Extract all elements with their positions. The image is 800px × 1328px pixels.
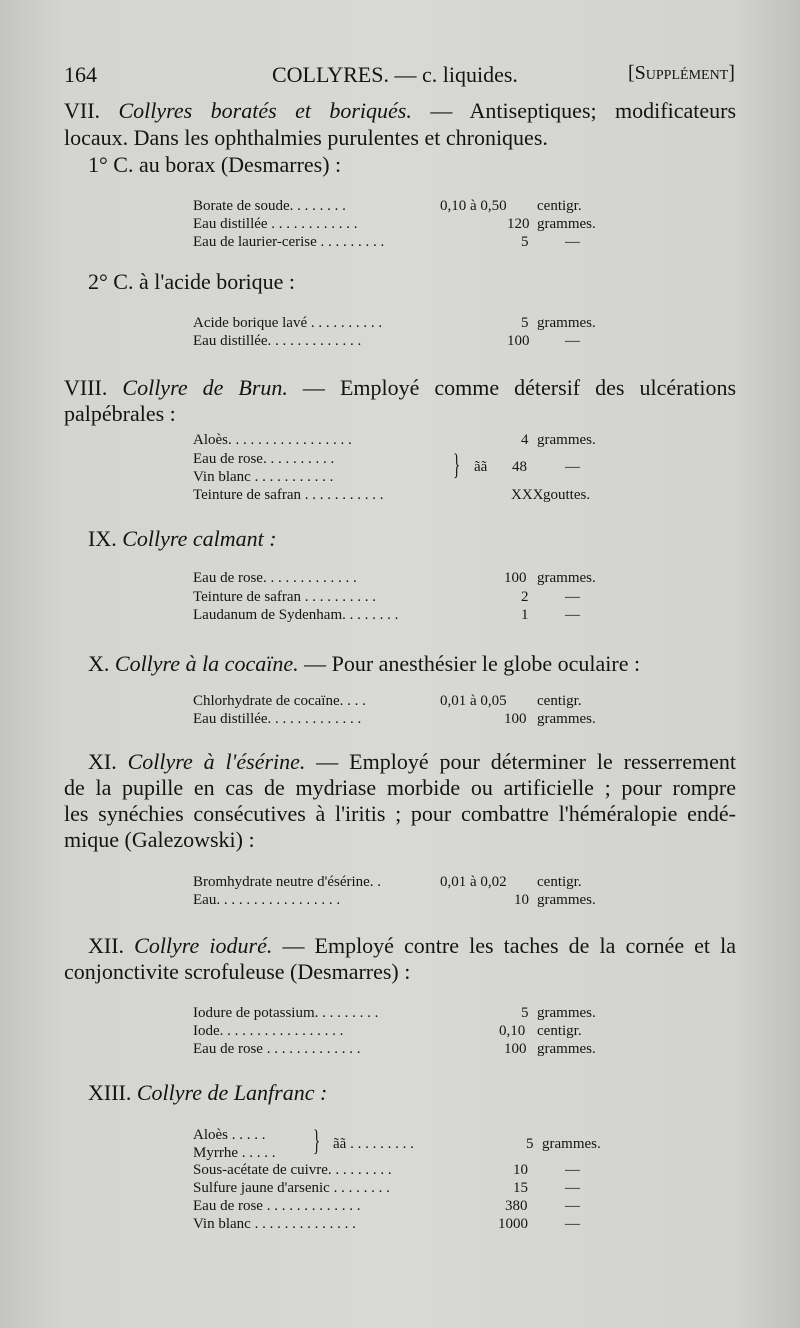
section-description: — Antiseptiques; modificateurs [430, 98, 737, 123]
quantity: 0,01 à 0,02 [440, 874, 507, 890]
section-vii-line2: locaux. Dans les ophthalmies purulentes et chroniques. [64, 125, 548, 150]
section-vii-heading [64, 98, 736, 124]
section-description: — Pour anesthésier le globe oculaire : [304, 651, 641, 676]
quantity: 48 [512, 459, 527, 475]
ingredient: Vin blanc . . . . . . . . . . . [193, 469, 334, 485]
ingredient: Sulfure jaune d'arsenic . . . . . . . . [193, 1180, 390, 1196]
quantity: 100 [504, 711, 527, 727]
page-number: 164 [64, 62, 97, 87]
grouping-brace: } [453, 448, 461, 481]
ingredient: Iode. . . . . . . . . . . . . . . . . [193, 1023, 344, 1039]
unit: grammes. [537, 216, 596, 232]
unit: grammes. [537, 711, 596, 727]
unit: — [565, 333, 580, 349]
ingredient: Teinture de safran . . . . . . . . . . [193, 589, 377, 605]
section-xi-line2: de la pupille en cas de mydriase morbide ou artificielle ; pour rompre [64, 775, 736, 800]
unit: grammes. [537, 1041, 596, 1057]
ana-partes-symbol: ãã [474, 459, 488, 475]
running-section: [Supplément] [628, 62, 735, 84]
unit: centigr. [537, 874, 582, 890]
section-number: IX. [88, 526, 117, 551]
quantity: 5 [521, 1005, 529, 1021]
unit: grammes. [537, 892, 596, 908]
quantity: XXX [511, 487, 544, 503]
ingredient-myrrhe: Myrrhe . . . . . [193, 1145, 276, 1161]
section-title: Collyre à l'ésérine. [127, 749, 306, 774]
section-x-heading [88, 651, 760, 677]
section-xi-heading [88, 749, 736, 775]
ingredient: Vin blanc . . . . . . . . . . . . . . [193, 1216, 356, 1232]
section-number: VIII. [64, 375, 108, 400]
section-description: — Employé contre les taches de la cornée et la [282, 933, 737, 958]
ingredient: Borate de soude. . . . . . . . [193, 198, 346, 214]
unit: — [565, 1198, 580, 1214]
quantity: 5 [521, 234, 529, 250]
section-title: Collyre calmant : [122, 526, 277, 551]
quantity: 4 [521, 432, 529, 448]
quantity: 10 [513, 1162, 528, 1178]
unit: grammes. [537, 1005, 596, 1021]
section-xii-heading [88, 933, 736, 959]
ingredient: Aloès. . . . . . . . . . . . . . . . . [193, 432, 352, 448]
quantity: 10 [514, 892, 529, 908]
ingredient: Laudanum de Sydenham. . . . . . . . [193, 607, 399, 623]
quantity: 15 [513, 1180, 528, 1196]
section-xiii-heading [88, 1080, 760, 1106]
unit: grammes. [542, 1136, 601, 1152]
section-number: XIII. [88, 1080, 132, 1105]
section-title: Collyre ioduré. [134, 933, 273, 958]
ingredient: Eau de rose. . . . . . . . . . . . . [193, 570, 357, 586]
section-description: — Employé pour déterminer le resserrement [316, 749, 737, 774]
section-title: Collyre de Brun. [122, 375, 288, 400]
ingredient: Acide borique lavé . . . . . . . . . . [193, 315, 383, 331]
ingredient: Eau distillée. . . . . . . . . . . . . [193, 711, 362, 727]
ingredient-aloes: Aloès . . . . . [193, 1127, 266, 1143]
quantity: 100 [507, 333, 530, 349]
ingredient: Bromhydrate neutre d'ésérine. . [193, 874, 382, 890]
section-viii-line2: palpébrales : [64, 401, 176, 426]
unit: centigr. [537, 1023, 582, 1039]
quantity: 2 [521, 589, 529, 605]
ingredient: Eau distillée. . . . . . . . . . . . . [193, 333, 362, 349]
running-title: COLLYRES. — c. liquides. [272, 62, 518, 87]
section-number: X. [88, 651, 110, 676]
section-title: Collyre de Lanfranc : [136, 1080, 328, 1105]
quantity: 0,10 à 0,50 [440, 198, 507, 214]
quantity: 5 [526, 1136, 534, 1152]
sub-heading-acide-borique: 2° C. à l'acide borique : [88, 269, 296, 294]
section-title: Collyres boratés et boriqués. [118, 98, 412, 123]
ingredient: Chlorhydrate de cocaïne. . . . [193, 693, 366, 709]
quantity: 5 [521, 315, 529, 331]
unit: grammes. [537, 570, 596, 586]
quantity: 1 [521, 607, 529, 623]
section-xi-line4: mique (Galezowski) : [64, 827, 255, 852]
unit: grammes. [537, 432, 596, 448]
ingredient: Eau distillée . . . . . . . . . . . . [193, 216, 358, 232]
ingredient: Eau de rose . . . . . . . . . . . . . [193, 1198, 361, 1214]
quantity: 1000 [498, 1216, 528, 1232]
unit: gouttes. [543, 487, 591, 503]
section-xi-line3: les synéchies consécutives à l'iritis ; pour combattre l'héméralopie endé- [64, 801, 736, 826]
quantity: 0,01 à 0,05 [440, 693, 507, 709]
section-number: XI. [88, 749, 117, 774]
quantity: 100 [504, 1041, 527, 1057]
unit: — [565, 459, 580, 475]
grouping-brace: } [313, 1124, 321, 1157]
section-description: — Employé comme détersif des ulcérations [302, 375, 737, 400]
unit: — [565, 1180, 580, 1196]
quantity: 120 [507, 216, 530, 232]
ana-partes-line: ãã . . . . . . . . . [333, 1136, 414, 1152]
unit: grammes. [537, 315, 596, 331]
quantity: 380 [505, 1198, 528, 1214]
section-xii-line2: conjonctivite scrofuleuse (Desmarres) : [64, 959, 411, 984]
section-number: XII. [88, 933, 125, 958]
unit: — [565, 607, 580, 623]
unit: centigr. [537, 198, 582, 214]
ingredient: Iodure de potassium. . . . . . . . . [193, 1005, 379, 1021]
ingredient: Teinture de safran . . . . . . . . . . . [193, 487, 384, 503]
section-ix-heading [88, 526, 760, 552]
unit: centigr. [537, 693, 582, 709]
unit: — [565, 1216, 580, 1232]
quantity: 0,10 [499, 1023, 526, 1039]
unit: — [565, 234, 580, 250]
quantity: 100 [504, 570, 527, 586]
unit: — [565, 1162, 580, 1178]
section-viii-heading [64, 375, 736, 401]
ingredient: Eau de rose . . . . . . . . . . . . . [193, 1041, 361, 1057]
section-number: VII. [64, 98, 101, 123]
sub-heading-borax: 1° C. au borax (Desmarres) : [88, 152, 342, 177]
ingredient: Eau de laurier-cerise . . . . . . . . . [193, 234, 385, 250]
ingredient: Eau de rose. . . . . . . . . . [193, 451, 335, 467]
section-title: Collyre à la cocaïne. [114, 651, 299, 676]
unit: — [565, 589, 580, 605]
ingredient: Eau. . . . . . . . . . . . . . . . . [193, 892, 341, 908]
ingredient: Sous-acétate de cuivre. . . . . . . . . [193, 1162, 392, 1178]
